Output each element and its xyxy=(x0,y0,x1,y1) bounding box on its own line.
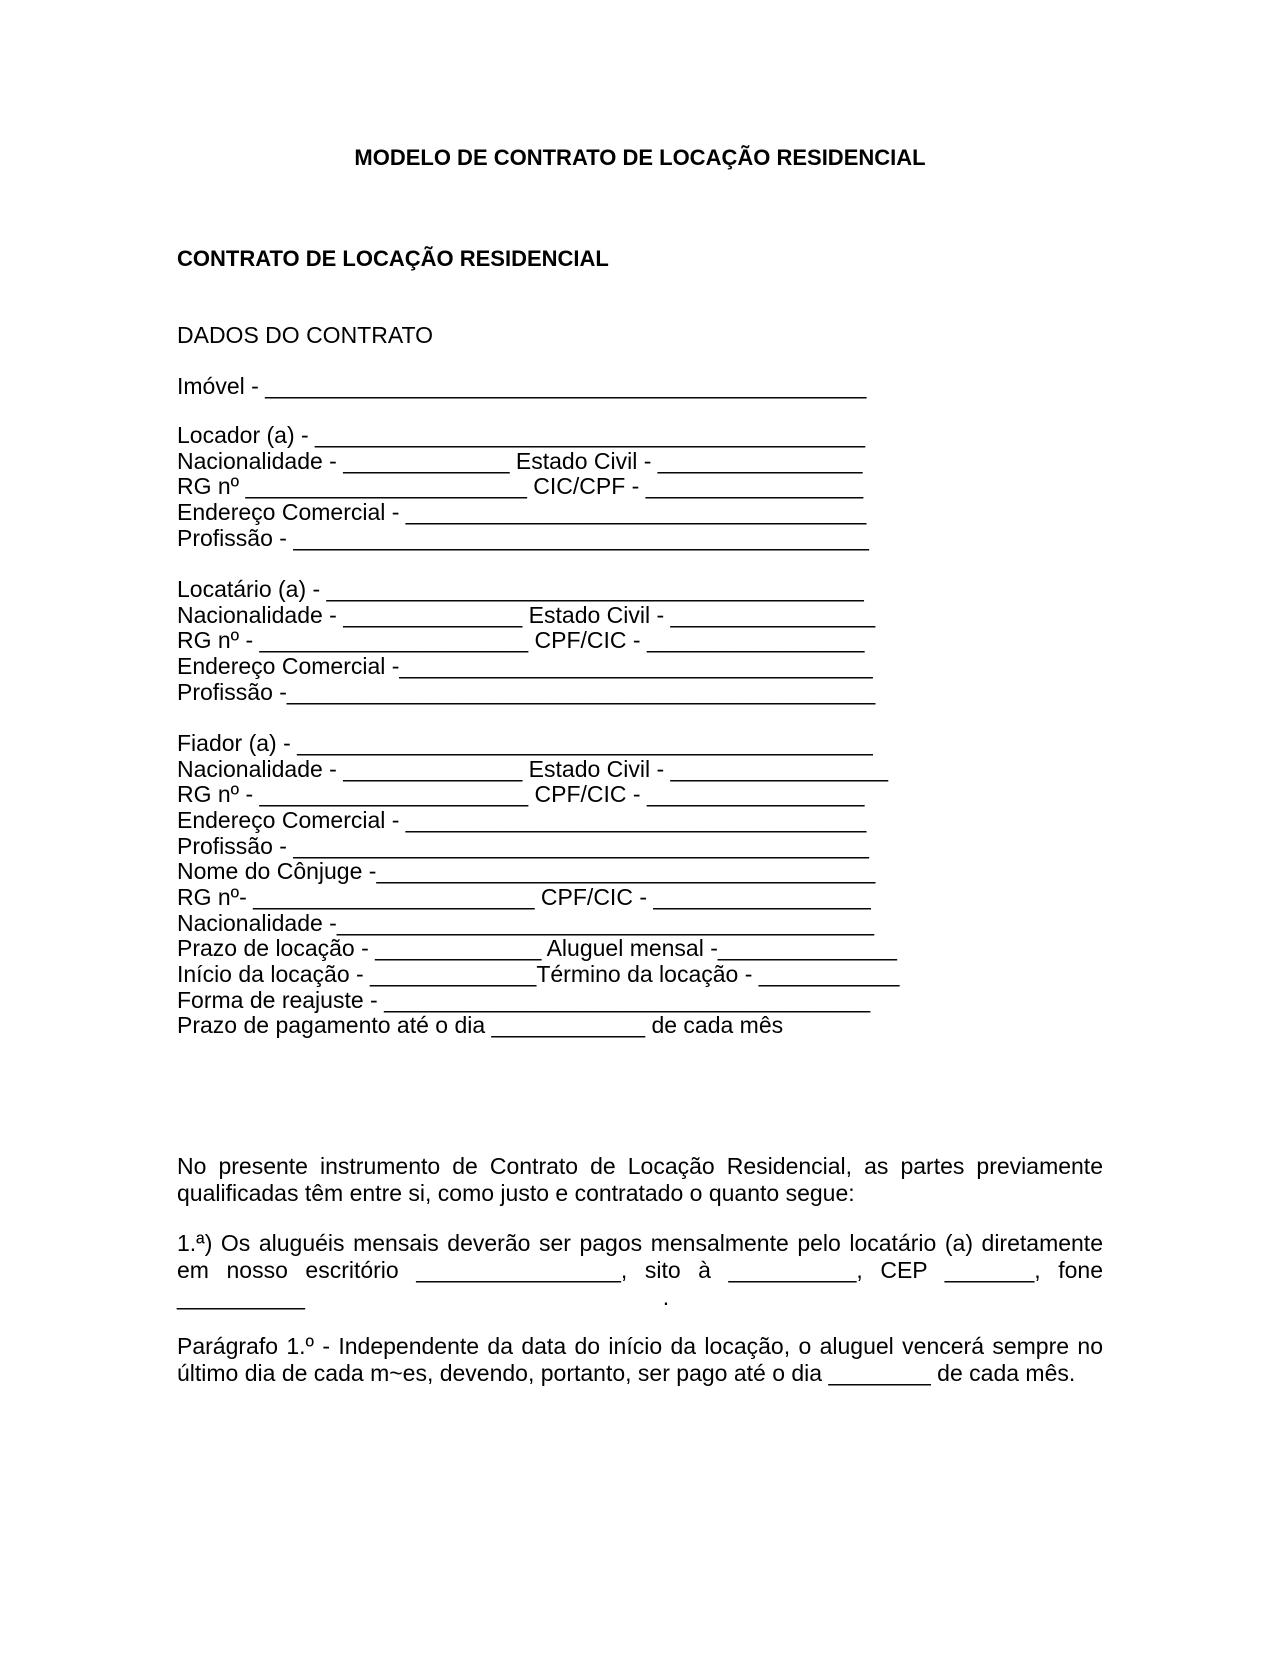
locatario-rg-field: RG nº - _____________________ CPF/CIC - _________________ xyxy=(177,627,865,653)
fiador-name-field: Fiador (a) - _____________________________________________ xyxy=(177,730,873,756)
intro-line: No presente instrumento de Contrato de Locação Residencial, as partes previamente xyxy=(177,1153,1103,1179)
adjustment-field: Forma de reajuste - ______________________________________ xyxy=(177,987,871,1013)
locador-rg-field: RG nº ______________________ CIC/CPF - _________________ xyxy=(177,473,864,499)
section-heading: DADOS DO CONTRATO xyxy=(177,322,433,348)
intro-paragraph xyxy=(177,1153,1103,1207)
spouse-name-field: Nome do Cônjuge -_______________________________________ xyxy=(177,858,876,884)
paragraph-1 xyxy=(177,1333,1103,1387)
clause-1 xyxy=(177,1230,1103,1311)
locatario-profession-field: Profissão -______________________________________________ xyxy=(177,679,876,705)
fiador-address-field: Endereço Comercial - ____________________________________ xyxy=(177,807,867,833)
lease-start-field: Início da locação - _____________Término da locação - ___________ xyxy=(177,961,900,987)
paragraph-line: último dia de cada m~es, devendo, portanto, ser pago até o dia ________ de cada mês. xyxy=(177,1360,1076,1386)
spouse-nationality-field: Nacionalidade -__________________________________________ xyxy=(177,910,875,936)
locatario-name-field: Locatário (a) - __________________________________________ xyxy=(177,576,864,602)
clause-line: em nosso escritório ________________, sito à __________, CEP _______, fone xyxy=(177,1257,1103,1283)
clause-line: 1.ª) Os aluguéis mensais deverão ser pagos mensalmente pelo locatário (a) diretamente xyxy=(177,1230,1103,1256)
fiador-rg-field: RG nº - _____________________ CPF/CIC - _________________ xyxy=(177,781,865,807)
lease-term-field: Prazo de locação - _____________ Aluguel mensal -______________ xyxy=(177,935,897,961)
field-imovel: Imóvel - _______________________________________________ xyxy=(177,373,867,399)
fiador-nationality-field: Nacionalidade - ______________ Estado Civil - _________________ xyxy=(177,756,889,782)
spouse-rg-field: RG nº- ______________________ CPF/CIC - _________________ xyxy=(177,884,871,910)
clause-line: __________ . xyxy=(177,1284,670,1310)
contract-heading: CONTRATO DE LOCAÇÃO RESIDENCIAL xyxy=(177,246,609,271)
locatario-nationality-field: Nacionalidade - ______________ Estado Civil - ________________ xyxy=(177,602,876,628)
locador-nationality-field: Nacionalidade - _____________ Estado Civil - ________________ xyxy=(177,448,863,474)
locador-address-field: Endereço Comercial - ____________________________________ xyxy=(177,499,867,525)
locatario-address-field: Endereço Comercial -_____________________________________ xyxy=(177,653,873,679)
paragraph-line: Parágrafo 1.º - Independente da data do início da locação, o aluguel vencerá sempre no xyxy=(177,1333,1103,1359)
document-title: MODELO DE CONTRATO DE LOCAÇÃO RESIDENCIAL xyxy=(354,145,926,170)
intro-line: qualificadas têm entre si, como justo e contratado o quanto segue: xyxy=(177,1180,855,1206)
fiador-profession-field: Profissão - _____________________________________________ xyxy=(177,833,869,859)
locador-profession-field: Profissão - _____________________________________________ xyxy=(177,525,869,551)
locador-name-field: Locador (a) - ___________________________________________ xyxy=(177,422,866,448)
payment-day-field: Prazo de pagamento até o dia ____________ de cada mês xyxy=(177,1012,784,1038)
